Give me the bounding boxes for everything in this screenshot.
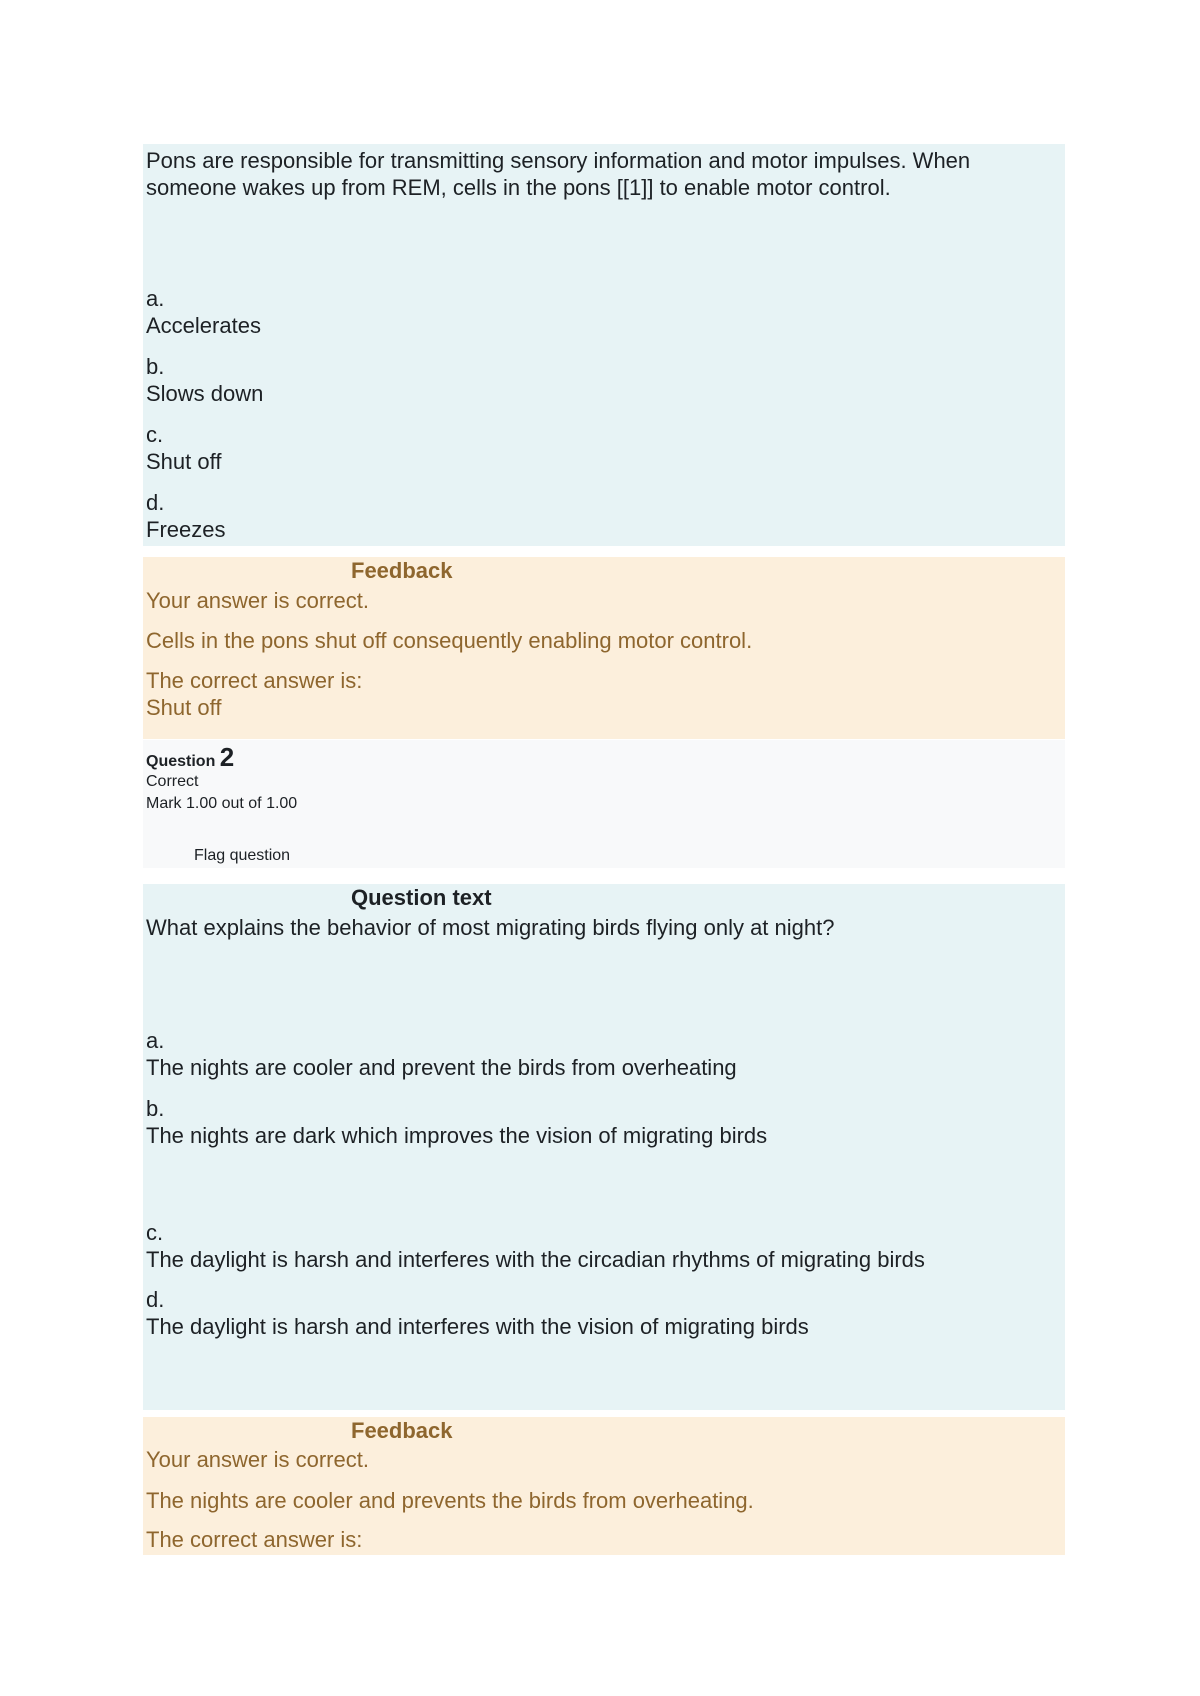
q1-option-a-text[interactable]: Accelerates bbox=[146, 313, 261, 338]
q2-option-a-letter: a. bbox=[146, 1028, 165, 1053]
q2-option-b-text[interactable]: The nights are dark which improves the vision of migrating birds bbox=[146, 1123, 768, 1148]
q2-feedback-explanation: The nights are cooler and prevents the birds from overheating. bbox=[146, 1488, 754, 1513]
q1-question-panel bbox=[143, 144, 1065, 546]
q1-option-b-text[interactable]: Slows down bbox=[146, 381, 264, 406]
q1-feedback-explanation: Cells in the pons shut off consequently enabling motor control. bbox=[146, 628, 753, 653]
q2-feedback-panel bbox=[143, 1417, 1065, 1555]
q1-option-d-letter: d. bbox=[146, 490, 165, 515]
q1-feedback-panel bbox=[143, 557, 1065, 739]
q2-option-d-letter: d. bbox=[146, 1287, 165, 1312]
question-label: Question bbox=[146, 753, 216, 770]
q2-mark: Mark 1.00 out of 1.00 bbox=[146, 795, 298, 812]
q2-text: What explains the behavior of most migrating birds flying only at night? bbox=[146, 915, 835, 940]
q2-state: Correct bbox=[146, 773, 199, 790]
q1-feedback-status: Your answer is correct. bbox=[146, 588, 369, 613]
q1-feedback-heading: Feedback bbox=[351, 558, 453, 583]
q2-feedback-correct-label: The correct answer is: bbox=[146, 1527, 363, 1552]
q1-text-line1: Pons are responsible for transmitting sensory information and motor impulses. When bbox=[146, 148, 971, 173]
q2-option-c-text[interactable]: The daylight is harsh and interferes with the circadian rhythms of migrating birds bbox=[146, 1247, 925, 1272]
q1-option-b-letter: b. bbox=[146, 354, 165, 379]
q2-option-a-text[interactable]: The nights are cooler and prevent the birds from overheating bbox=[146, 1055, 737, 1080]
q1-option-a-letter: a. bbox=[146, 286, 165, 311]
q1-option-d-text[interactable]: Freezes bbox=[146, 517, 226, 542]
q2-option-c-letter: c. bbox=[146, 1220, 164, 1245]
q2-info-panel bbox=[143, 740, 1065, 868]
q1-feedback-correct-label: The correct answer is: bbox=[146, 668, 363, 693]
q1-option-c-letter: c. bbox=[146, 422, 164, 447]
q1-feedback-correct-value: Shut off bbox=[146, 695, 222, 720]
question-number-value: 2 bbox=[219, 742, 235, 772]
q1-text-line2: someone wakes up from REM, cells in the pons [[1]] to enable motor control. bbox=[146, 175, 891, 200]
q2-option-b-letter: b. bbox=[146, 1096, 165, 1121]
q2-option-d-text[interactable]: The daylight is harsh and interferes with the vision of migrating birds bbox=[146, 1314, 809, 1339]
q2-feedback-status: Your answer is correct. bbox=[146, 1447, 369, 1472]
q2-question-panel bbox=[143, 884, 1065, 1410]
q2-flag-question[interactable]: Flag question bbox=[194, 847, 291, 864]
q2-feedback-heading: Feedback bbox=[351, 1418, 453, 1443]
q2-question-text-heading: Question text bbox=[351, 885, 492, 910]
q1-option-c-text[interactable]: Shut off bbox=[146, 449, 222, 474]
